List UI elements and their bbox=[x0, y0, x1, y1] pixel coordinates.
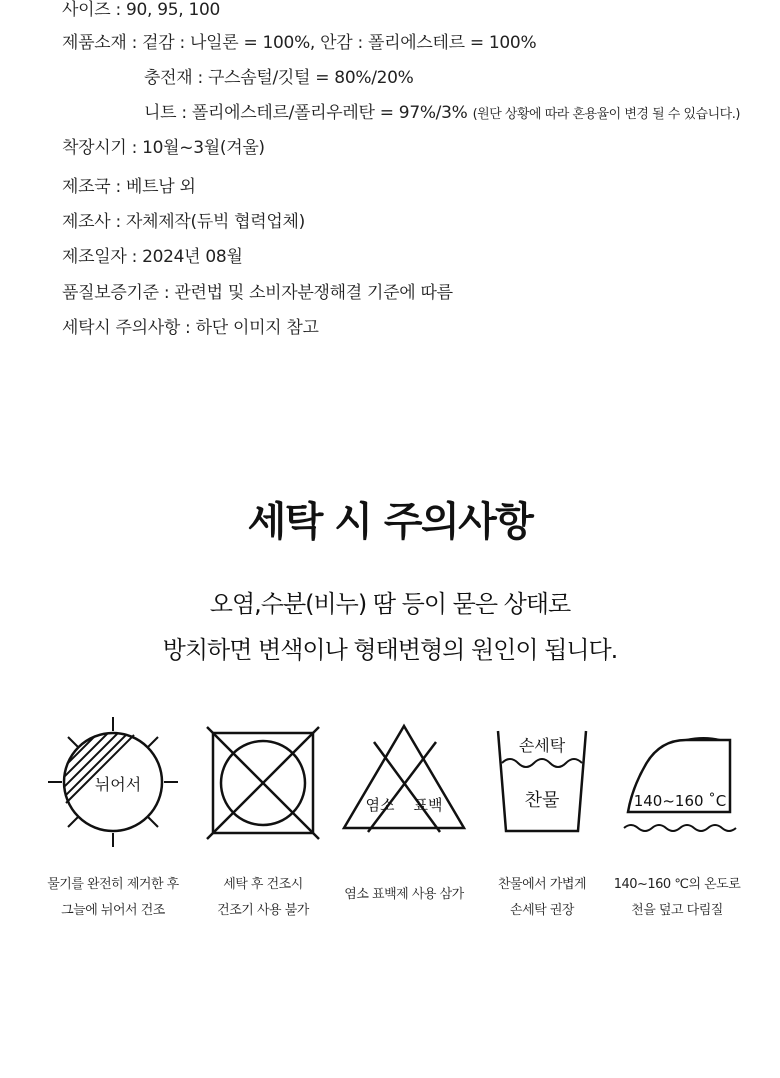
cold-water-label: 찬물 bbox=[524, 790, 560, 811]
caption-iron-line-1: 140~160 ℃의 온도로 bbox=[613, 877, 741, 892]
spec-knit-note: (원단 상황에 따라 혼용율이 변경 될 수 있습니다.) bbox=[472, 107, 740, 122]
caption-dry-flat-line-1: 물기를 완전히 제거한 후 bbox=[47, 877, 179, 892]
spec-date: 제조일자 : 2024년 08월 bbox=[62, 247, 243, 267]
caption-dry-flat-line-2: 그늘에 뉘어서 건조 bbox=[61, 903, 165, 918]
caption-no-tumble-line-2: 건조기 사용 불가 bbox=[217, 903, 309, 918]
spec-season: 착장시기 : 10월~3월(겨울) bbox=[62, 138, 265, 158]
spec-care-ref: 세탁시 주의사항 : 하단 이미지 참고 bbox=[62, 318, 319, 338]
care-line-1: 오염,수분(비누) 땀 등이 묻은 상태로 bbox=[209, 590, 571, 618]
no-bleach-icon bbox=[340, 722, 468, 834]
spec-maker: 제조사 : 자체제작(듀빅 협력업체) bbox=[62, 212, 305, 232]
caption-iron bbox=[602, 872, 752, 924]
iron-icon bbox=[620, 730, 738, 836]
caption-hand-wash-line-1: 찬물에서 가볍게 bbox=[497, 877, 587, 892]
iron-temp-label: 140~160 ˚C bbox=[633, 792, 727, 810]
no-tumble-dry-icon bbox=[205, 725, 321, 841]
caption-no-tumble-line-1: 세탁 후 건조시 bbox=[223, 877, 303, 892]
spec-size: 사이즈 : 90, 95, 100 bbox=[62, 0, 221, 20]
caption-dry-flat bbox=[38, 872, 188, 924]
spec-knit bbox=[144, 103, 740, 125]
hand-wash-cold-icon bbox=[494, 727, 590, 837]
care-title: 세탁 시 주의사항 bbox=[247, 499, 533, 545]
caption-iron-line-2: 천을 덮고 다림질 bbox=[631, 903, 723, 918]
spec-country: 제조국 : 베트남 외 bbox=[62, 177, 196, 197]
care-line-2: 방치하면 변색이나 형태변형의 원인이 됩니다. bbox=[162, 636, 618, 664]
spec-knit-text: 니트 : 폴리에스테르/폴리우레탄 = 97%/3% bbox=[144, 103, 468, 123]
hand-wash-label: 손세탁 bbox=[518, 736, 566, 755]
spec-material: 제품소재 : 겉감 : 나일론 = 100%, 안감 : 폴리에스테르 = 100% bbox=[62, 33, 537, 53]
dry-flat-shade-icon bbox=[46, 715, 180, 849]
caption-hand-wash bbox=[468, 872, 616, 924]
caption-no-bleach bbox=[330, 882, 478, 908]
caption-no-tumble-dry bbox=[190, 872, 336, 924]
spec-warranty: 품질보증기준 : 관련법 및 소비자분쟁해결 기준에 따름 bbox=[62, 283, 453, 303]
bleach-label-right: 표백 bbox=[413, 796, 443, 814]
spec-filling: 충전재 : 구스솜털/깃털 = 80%/20% bbox=[144, 68, 414, 88]
caption-no-bleach-line-1: 염소 표백제 사용 삼가 bbox=[344, 887, 464, 902]
bleach-label-left: 염소 bbox=[365, 796, 395, 814]
caption-hand-wash-line-2: 손세탁 권장 bbox=[510, 903, 574, 918]
dry-flat-label: 뉘어서 bbox=[94, 775, 142, 794]
